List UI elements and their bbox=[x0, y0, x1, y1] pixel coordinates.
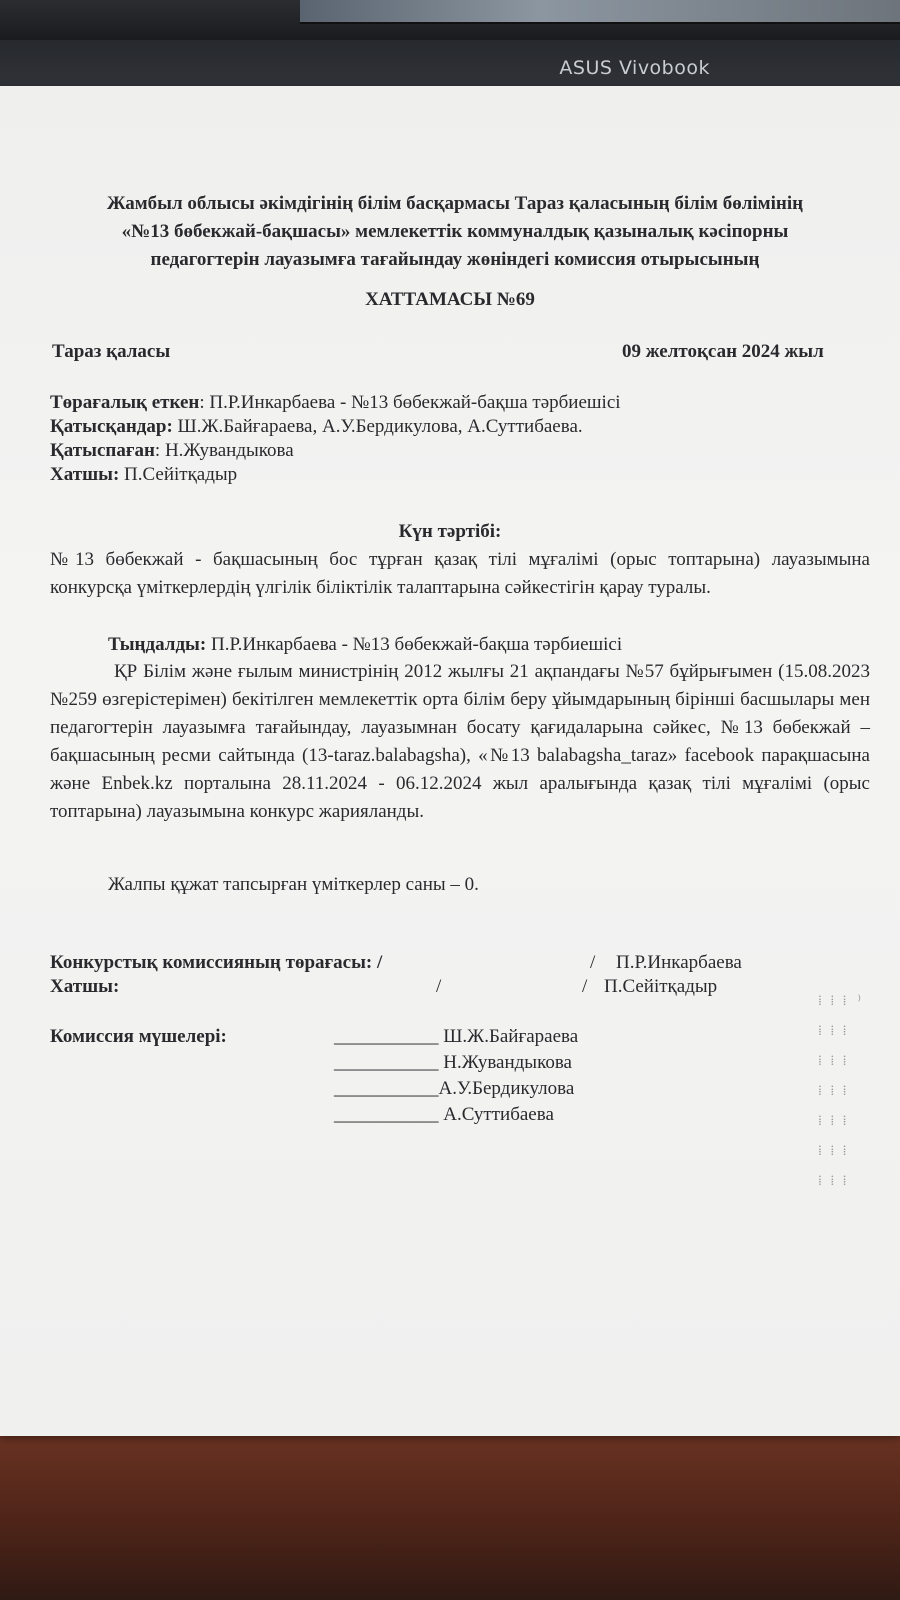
present-value: Ш.Ж.Байғараева, А.У.Бердикулова, А.Суттибаева. bbox=[172, 416, 583, 437]
candidates-total: Жалпы құжат тапсырған үміткерлер саны – 0. bbox=[108, 874, 479, 895]
member-row bbox=[334, 1026, 578, 1048]
faint-mark: ⁞ ⁞ ⁞ bbox=[818, 1023, 847, 1039]
signature-line: ___________ bbox=[334, 1078, 439, 1099]
faint-mark: ⁞ ⁞ ⁞ bbox=[818, 1143, 847, 1159]
member-name: А.У.Бердикулова bbox=[438, 1078, 575, 1099]
absent-line bbox=[50, 440, 294, 462]
faint-mark: ⁞ ⁞ ⁞ bbox=[818, 1113, 847, 1129]
member-row bbox=[334, 1104, 554, 1126]
agenda-title: Күн тәртібі: bbox=[398, 521, 502, 542]
secretary-line bbox=[50, 464, 237, 486]
document-header bbox=[40, 190, 870, 274]
desk-surface bbox=[0, 1430, 900, 1600]
secretary-signature-label: Хатшы: bbox=[50, 976, 120, 997]
heard-value: П.Р.Инкарбаева - №13 бөбекжай-бақша тәрбиешісі bbox=[206, 634, 623, 655]
secretary-signature-slash-1: / bbox=[436, 976, 442, 997]
signature-line: ___________ bbox=[334, 1052, 439, 1073]
chairman-name: П.Р.Инкарбаева bbox=[616, 952, 742, 973]
document bbox=[0, 86, 900, 1430]
absent-value: : Н.Жувандыкова bbox=[154, 440, 294, 461]
member-name: Н.Жувандыкова bbox=[443, 1052, 572, 1073]
signature-line: ___________ bbox=[334, 1026, 439, 1047]
header-line-3: педагогтерін лауазымға тағайындау жөніндегі комиссия отырысының bbox=[150, 249, 760, 270]
members-label: Комиссия мүшелері: bbox=[50, 1026, 227, 1047]
secretary-name: П.Сейітқадыр bbox=[604, 976, 718, 997]
laptop-brand-logo: ASUS Vivobook bbox=[559, 57, 710, 79]
chair-value: : П.Р.Инкарбаева - №13 бөбекжай-бақша тәрбиешісі bbox=[199, 392, 621, 413]
secretary-signature-slash-2: / bbox=[582, 976, 588, 997]
faint-mark: ⁞ ⁞ ⁞ ⁾ bbox=[818, 993, 864, 1009]
faint-mark: ⁞ ⁞ ⁞ bbox=[818, 1083, 847, 1099]
member-name: Ш.Ж.Байғараева bbox=[443, 1026, 579, 1047]
signature-line: ___________ bbox=[334, 1104, 439, 1125]
heard-label: Тыңдалды: bbox=[108, 634, 207, 655]
present-label: Қатысқандар: bbox=[50, 416, 173, 437]
screen-display-strip bbox=[300, 0, 900, 24]
agenda-text: №13 бөбекжай - бақшасының бос тұрған қазақ тілі мұғалімі (орыс топтарына) лауазымына конкурсқа үміткерлердің үлгілік біліктілік талаптарына сәйкестігін қарау туралы. bbox=[50, 549, 870, 598]
date: 09 желтоқсан 2024 жыл bbox=[622, 341, 824, 362]
member-row bbox=[334, 1052, 572, 1074]
header-line-2: «№13 бөбекжай-бақшасы» мемлекеттік коммуналдық қазыналық кәсіпорны bbox=[121, 221, 789, 242]
chair-line bbox=[50, 392, 621, 414]
member-row bbox=[334, 1078, 574, 1100]
secretary-label: Хатшы: bbox=[50, 464, 120, 485]
chairman-signature-slash: / bbox=[590, 952, 596, 973]
document-title: ХАТТАМАСЫ №69 bbox=[365, 289, 535, 310]
bleed-through-marks bbox=[818, 986, 898, 1286]
laptop-bezel bbox=[0, 40, 900, 90]
header-line-1: Жамбыл облысы әкімдігінің білім басқармасы Тараз қаласының білім бөлімінің bbox=[106, 193, 804, 214]
member-name: А.Суттибаева bbox=[443, 1104, 554, 1125]
chair-label: Төрағалық еткен bbox=[50, 392, 200, 413]
faint-mark: ⁞ ⁞ ⁞ bbox=[818, 1173, 847, 1189]
present-line bbox=[50, 416, 583, 438]
heard-line bbox=[108, 634, 622, 656]
faint-mark: ⁞ ⁞ ⁞ bbox=[818, 1053, 847, 1069]
place: Тараз қаласы bbox=[52, 341, 171, 362]
absent-label: Қатыспаған bbox=[50, 440, 155, 461]
chairman-signature-label: Конкурстық комиссияның төрағасы: / bbox=[50, 952, 383, 973]
secretary-value: П.Сейітқадыр bbox=[119, 464, 238, 485]
heard-paragraph: ҚР Білім және ғылым министрінің 2012 жылғы 21 ақпандағы №57 бұйрығымен (15.08.2023 №259 өзгерістерімен) бекітілген мемлекеттік орта білім беру ұйымдарының бірінші басшылары мен педагогтерін лауазымға тағайындау, лауазымнан босату қағидаларына сәйкес, №13 бөбекжай – бақшасының ресми сайтында (13-taraz.balabagsha), «№13 balabagsha_taraz» facebook парақшасына және Enbek.kz порталына 28.11.2024 - 06.12.2024 жыл аралығында қазақ тілі мұғалімі (орыс топтарына) лауазымына конкурс жарияланды. bbox=[50, 661, 870, 822]
